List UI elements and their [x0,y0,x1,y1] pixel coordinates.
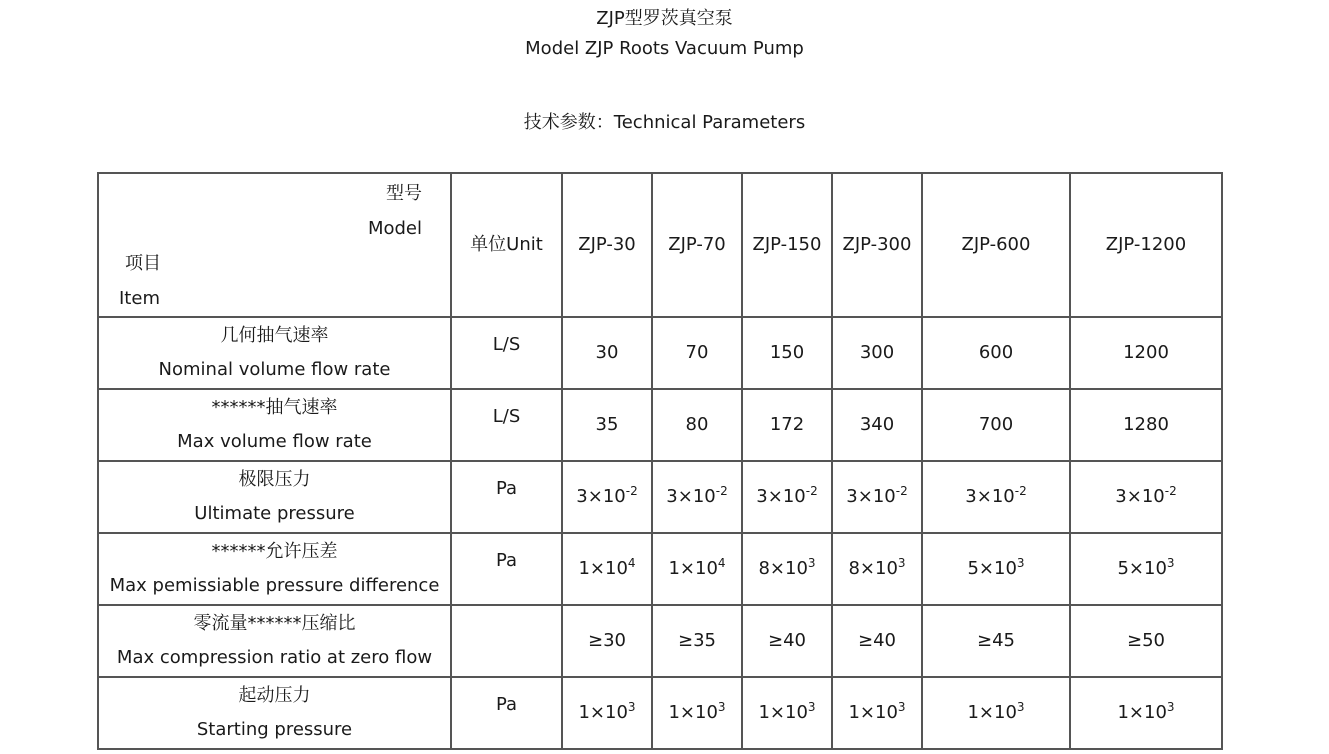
param-name-cell [98,461,451,533]
value-base: 700 [978,414,1014,435]
header-item-en: Item [119,288,160,309]
table-row [98,677,1222,749]
value-cell [1070,317,1222,389]
param-name-cn: 起动压力 [238,685,311,706]
param-name-en: Max volume flow rate [177,431,372,452]
value-base: 1×10 [1117,702,1167,723]
value-cell [562,461,652,533]
param-name-en: Ultimate pressure [194,503,355,524]
value-exponent: 3 [1166,556,1175,570]
header-model-en: Model [367,218,422,239]
header-unit: 单位Unit [451,173,562,317]
header-model-5: ZJP-1200 [1070,173,1222,317]
value-base: ≥40 [858,630,896,651]
table-row [98,389,1222,461]
header-model-4: ZJP-600 [922,173,1070,317]
value-cell [652,317,742,389]
param-name-cn: ******允许压差 [211,541,338,562]
value-exponent: -2 [715,484,728,498]
value-base: 5×10 [967,558,1017,579]
header-model-3: ZJP-300 [832,173,922,317]
value-cell [562,389,652,461]
param-name-cn: 几何抽气速率 [220,325,329,346]
value-base: 80 [685,414,709,435]
value-cell [562,317,652,389]
value-cell [832,533,922,605]
unit-cell [451,389,562,461]
value-base: 35 [595,414,619,435]
param-name-en: Nominal volume flow rate [158,359,391,380]
value-exponent: 3 [1016,700,1025,714]
unit-value: Pa [495,694,518,715]
value-base: 1200 [1123,342,1169,363]
value-base: 8×10 [758,558,808,579]
header-item-cn: 项目 [125,253,161,274]
param-name-en: Starting pressure [196,719,353,740]
value-exponent: -2 [1014,484,1027,498]
value-cell [652,677,742,749]
value-base: 1×10 [668,702,718,723]
value-cell [832,677,922,749]
value-exponent: 3 [1166,700,1175,714]
table-row [98,605,1222,677]
value-base: 5×10 [1117,558,1167,579]
value-exponent: -2 [625,484,638,498]
value-cell [832,317,922,389]
value-cell [922,605,1070,677]
unit-cell [451,605,562,677]
value-base: 1×10 [578,702,628,723]
title-en: Model ZJP Roots Vacuum Pump [525,38,804,59]
value-base: 30 [595,342,619,363]
value-exponent: 3 [897,556,906,570]
unit-cell [451,677,562,749]
value-exponent: -2 [1164,484,1177,498]
value-exponent: -2 [895,484,908,498]
value-cell [1070,677,1222,749]
value-cell [1070,389,1222,461]
value-cell [562,677,652,749]
value-cell [1070,461,1222,533]
param-name-cell [98,677,451,749]
value-cell [832,605,922,677]
header-model-cn: 型号 [386,183,422,204]
value-base: 150 [769,342,805,363]
value-base: ≥30 [588,630,626,651]
header-model-1: ZJP-70 [652,173,742,317]
title-cn: ZJP型罗茨真空泵 [596,8,733,29]
value-base: 3×10 [1115,486,1165,507]
value-base: 172 [769,414,805,435]
unit-value: L/S [492,334,521,355]
value-base: 3×10 [846,486,896,507]
value-cell [1070,605,1222,677]
value-cell [562,533,652,605]
value-exponent: 3 [807,556,816,570]
table-row [98,317,1222,389]
value-base: 1×10 [668,558,718,579]
value-cell [742,317,832,389]
table-row [98,461,1222,533]
value-cell [832,461,922,533]
value-base: 1×10 [848,702,898,723]
value-base: 600 [978,342,1014,363]
unit-cell [451,533,562,605]
param-name-cn: ******抽气速率 [211,397,338,418]
param-name-cell [98,533,451,605]
value-exponent: -2 [805,484,818,498]
value-cell [562,605,652,677]
value-base: 3×10 [756,486,806,507]
value-base: 1×10 [758,702,808,723]
value-base: 70 [685,342,709,363]
header-model-0: ZJP-30 [562,173,652,317]
value-cell [652,533,742,605]
value-cell [922,677,1070,749]
value-exponent: 3 [897,700,906,714]
value-exponent: 3 [1016,556,1025,570]
param-name-cn: 零流量******压缩比 [193,613,356,634]
value-base: 1×10 [967,702,1017,723]
value-base: ≥40 [768,630,806,651]
value-base: ≥35 [678,630,716,651]
diagonal-header-cell [98,173,451,317]
value-base: 300 [859,342,895,363]
section-heading: 技术参数：Technical Parameters [523,112,806,133]
unit-cell [451,461,562,533]
param-name-en: Max compression ratio at zero flow [116,647,433,668]
value-exponent: 3 [627,700,636,714]
value-cell [1070,533,1222,605]
value-base: ≥45 [977,630,1015,651]
value-cell [922,389,1070,461]
value-base: 1×10 [578,558,628,579]
value-cell [832,389,922,461]
value-cell [922,461,1070,533]
value-cell [742,461,832,533]
value-cell [742,605,832,677]
value-base: 1280 [1123,414,1169,435]
param-name-cn: 极限压力 [238,469,311,490]
value-exponent: 4 [627,556,636,570]
value-cell [742,389,832,461]
value-cell [922,533,1070,605]
value-base: 8×10 [848,558,898,579]
value-base: ≥50 [1127,630,1165,651]
header-model-2: ZJP-150 [742,173,832,317]
value-exponent: 4 [717,556,726,570]
unit-value: Pa [495,550,518,571]
spec-table [97,172,1223,750]
unit-cell [451,317,562,389]
value-cell [742,533,832,605]
value-cell [652,605,742,677]
unit-value: Pa [495,478,518,499]
table-row [98,533,1222,605]
value-base: 3×10 [965,486,1015,507]
value-cell [742,677,832,749]
value-cell [652,461,742,533]
value-cell [922,317,1070,389]
header-row [98,173,1222,317]
unit-value: L/S [492,406,521,427]
value-exponent: 3 [717,700,726,714]
value-cell [652,389,742,461]
param-name-cell [98,389,451,461]
value-exponent: 3 [807,700,816,714]
value-base: 3×10 [666,486,716,507]
param-name-cell [98,605,451,677]
value-base: 340 [859,414,895,435]
param-name-en: Max pemissiable pressure difference [109,575,440,596]
value-base: 3×10 [576,486,626,507]
param-name-cell [98,317,451,389]
